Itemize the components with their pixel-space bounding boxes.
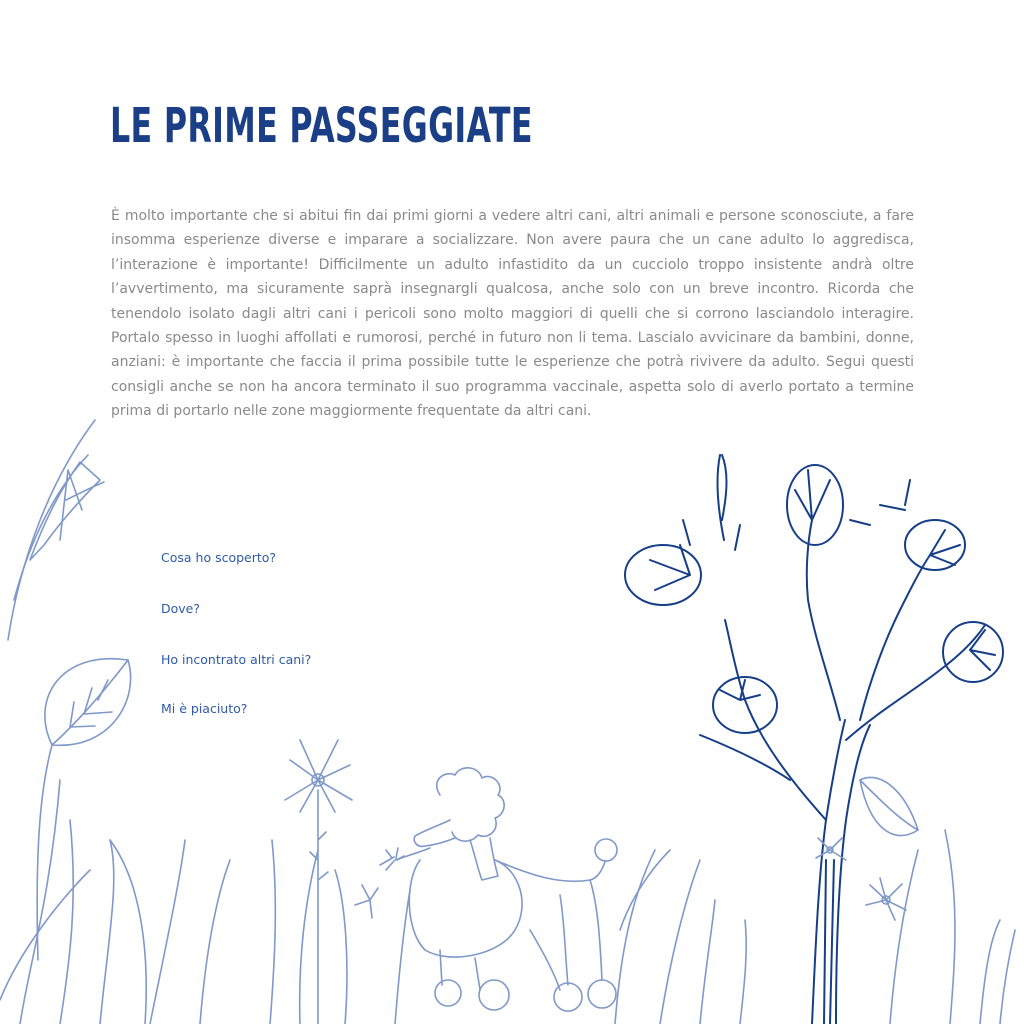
small-flower-illustration (355, 848, 430, 918)
question-liked-it: Mi è piaciuto? (161, 701, 248, 716)
question-other-dogs: Ho incontrato altri cani? (161, 652, 312, 667)
middle-grass-illustration (615, 850, 746, 1024)
left-grass-illustration (8, 420, 104, 640)
star-flower-illustration (285, 740, 352, 1024)
poodle-illustration (409, 768, 617, 1011)
tree-illustration (625, 455, 1003, 1024)
page-title: LE PRIME PASSEGGIATE (110, 98, 533, 154)
body-paragraph: È molto importante che si abitui fin dai primi giorni a vedere altri cani, altri animali e persone sconosciute, a fare insomma esperienze diverse e imparare a socializzare. Non avere paura che un cane adulto lo aggredisca, l’interazione è importante! Difficilmente un adulto infastidito da un cucciolo troppo insistente andrà oltre l’avvertimento, ma sicuramente saprà insegnargli qualcosa, anche solo con un breve incontro. Ricorda che tenendolo isolato dagli altri cani i pericoli sono molto maggiori di quelli che si corrono lasciandolo interagire. Portalo spesso in luoghi affollati e rumorosi, perché in futuro non li tema. Lascialo avvicinare da bambini, donne, anziani: è importante che faccia il prima possibile tutte le esperienze che potrà rivivere da adulto. Segui questi consigli anche se non ha ancora terminato il suo programma vaccinale, aspetta solo di averlo portato a termine prima di portarlo nelle zone maggiormente frequentate da altri cani. (111, 208, 914, 420)
bottom-grass-illustration (0, 780, 410, 1024)
question-discovered: Cosa ho scoperto? (161, 550, 277, 565)
question-where: Dove? (161, 601, 200, 616)
